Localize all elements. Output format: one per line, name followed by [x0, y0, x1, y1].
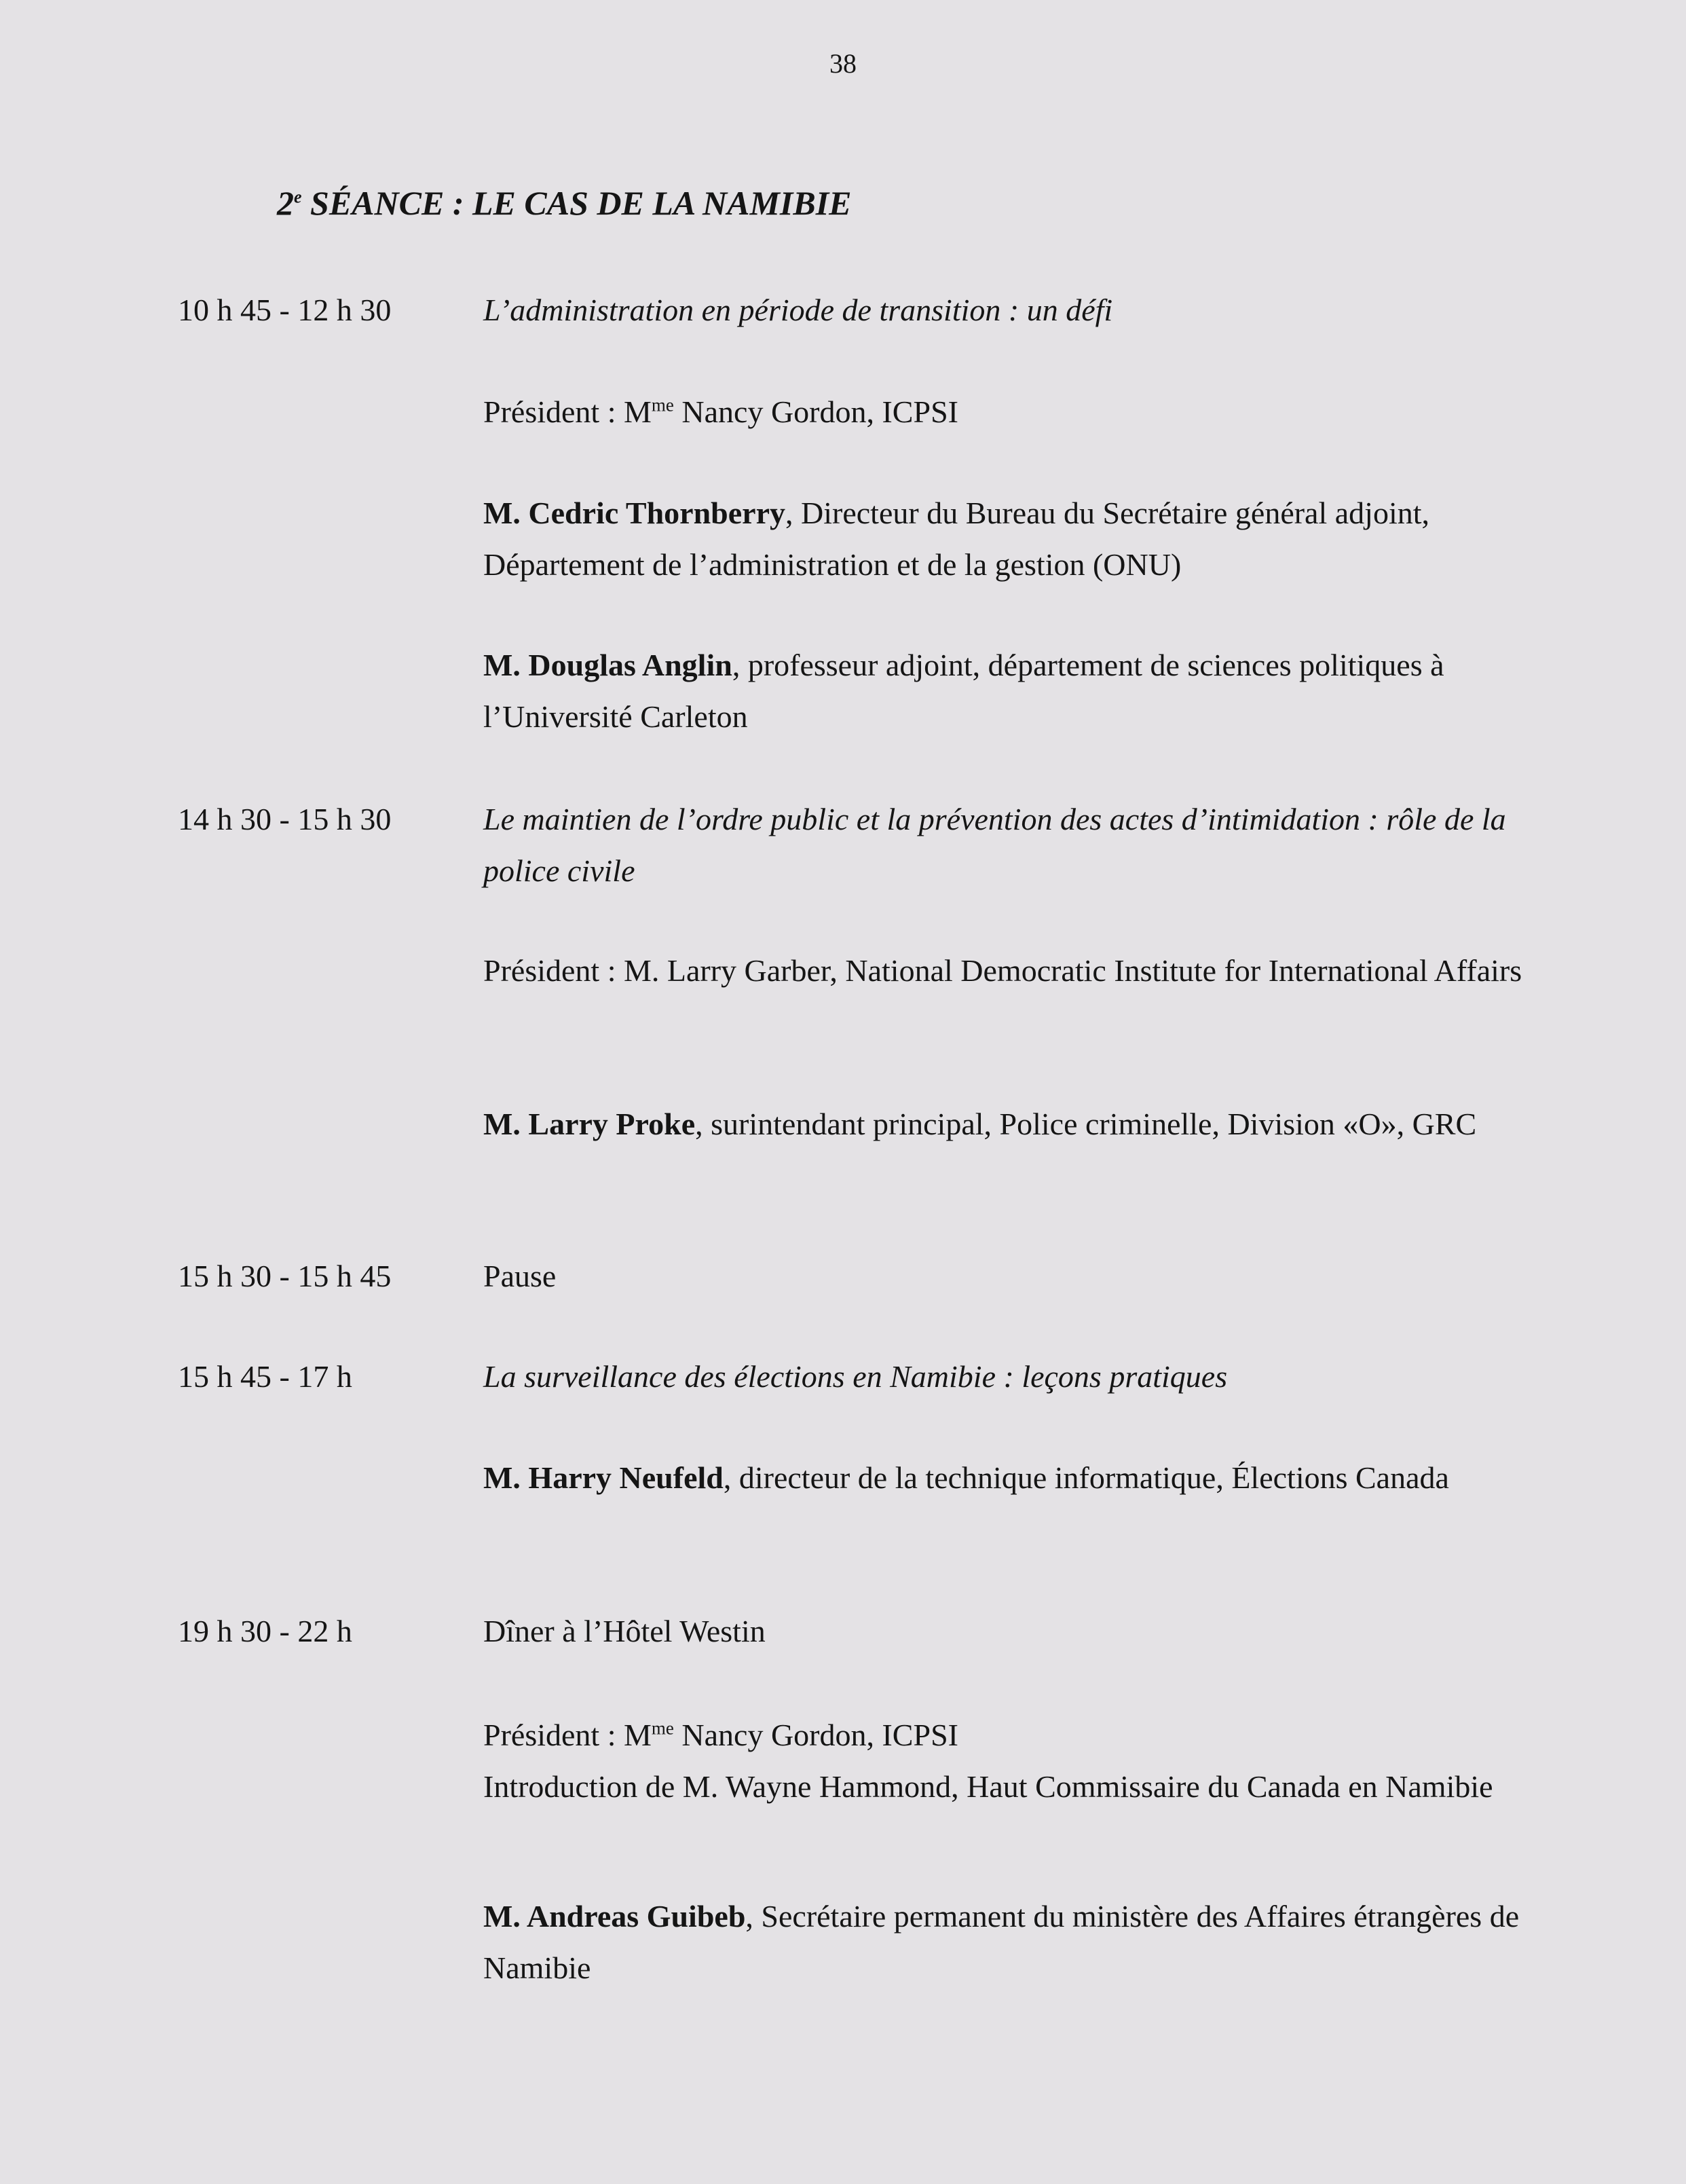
speaker-name: M. Larry Proke: [483, 1107, 696, 1141]
chair-name: Nancy Gordon, ICPSI: [673, 394, 958, 429]
chair-title-sup: me: [651, 394, 674, 415]
schedule-time: 10 h 45 - 12 h 30: [178, 293, 392, 327]
page-number: 38: [829, 48, 857, 79]
chair-name: Nancy Gordon, ICPSI: [673, 1718, 958, 1752]
session-number: 2: [277, 184, 294, 222]
chair-line: [483, 386, 1529, 438]
speaker-description: , Secrétaire permanent du ministère des Affaires étrangères de Namibie: [483, 1899, 1520, 1985]
speaker-description: , directeur de la technique informatique, Élections Canada: [723, 1460, 1449, 1495]
speaker-name: M. Cedric Thornberry: [483, 496, 786, 530]
speaker-entry: [483, 1452, 1529, 1504]
chair-prefix: Président : M: [483, 394, 652, 429]
speaker-entry: [483, 640, 1529, 743]
session-topic: Le maintien de l’ordre public et la prévention des actes d’intimidation : rôle de la police civile: [483, 802, 1506, 888]
session-title: [277, 183, 852, 223]
speaker-entry: [483, 487, 1529, 591]
speaker-description: , surintendant principal, Police criminelle, Division «O», GRC: [695, 1107, 1477, 1141]
break-label: Pause: [483, 1259, 557, 1293]
session-topic: La surveillance des élections en Namibie : leçons pratiques: [483, 1359, 1228, 1394]
dinner-details: [483, 1709, 1529, 1813]
session-number-suffix: e: [294, 187, 302, 207]
introduction-line: Introduction de M. Wayne Hammond, Haut Commissaire du Canada en Namibie: [483, 1769, 1493, 1804]
speaker-name: M. Harry Neufeld: [483, 1460, 724, 1495]
session-topic: L’administration en période de transition : un défi: [483, 293, 1113, 327]
chair-line: [483, 1709, 1529, 1761]
speaker-name: M. Douglas Anglin: [483, 648, 732, 682]
schedule-time: 15 h 30 - 15 h 45: [178, 1259, 392, 1293]
schedule-time: 14 h 30 - 15 h 30: [178, 802, 392, 836]
speaker-name: M. Andreas Guibeb: [483, 1899, 746, 1933]
session-name: SÉANCE : LE CAS DE LA NAMIBIE: [301, 184, 852, 222]
speaker-description: , Directeur du Bureau du Secrétaire général adjoint, Département de l’administration et de la gestion (ONU): [483, 496, 1430, 582]
dinner-label: Dîner à l’Hôtel Westin: [483, 1614, 766, 1648]
chair-line: Président : M. Larry Garber, National Democratic Institute for International Affairs: [483, 953, 1522, 988]
schedule-time: 19 h 30 - 22 h: [178, 1614, 352, 1648]
chair-title-sup: me: [651, 1718, 674, 1739]
chair-prefix: Président : M: [483, 1718, 652, 1752]
schedule-time: 15 h 45 - 17 h: [178, 1359, 352, 1394]
speaker-description: , professeur adjoint, département de sciences politiques à l’Université Carleton: [483, 648, 1444, 734]
speaker-entry: [483, 1098, 1529, 1150]
speaker-entry: [483, 1891, 1529, 1994]
